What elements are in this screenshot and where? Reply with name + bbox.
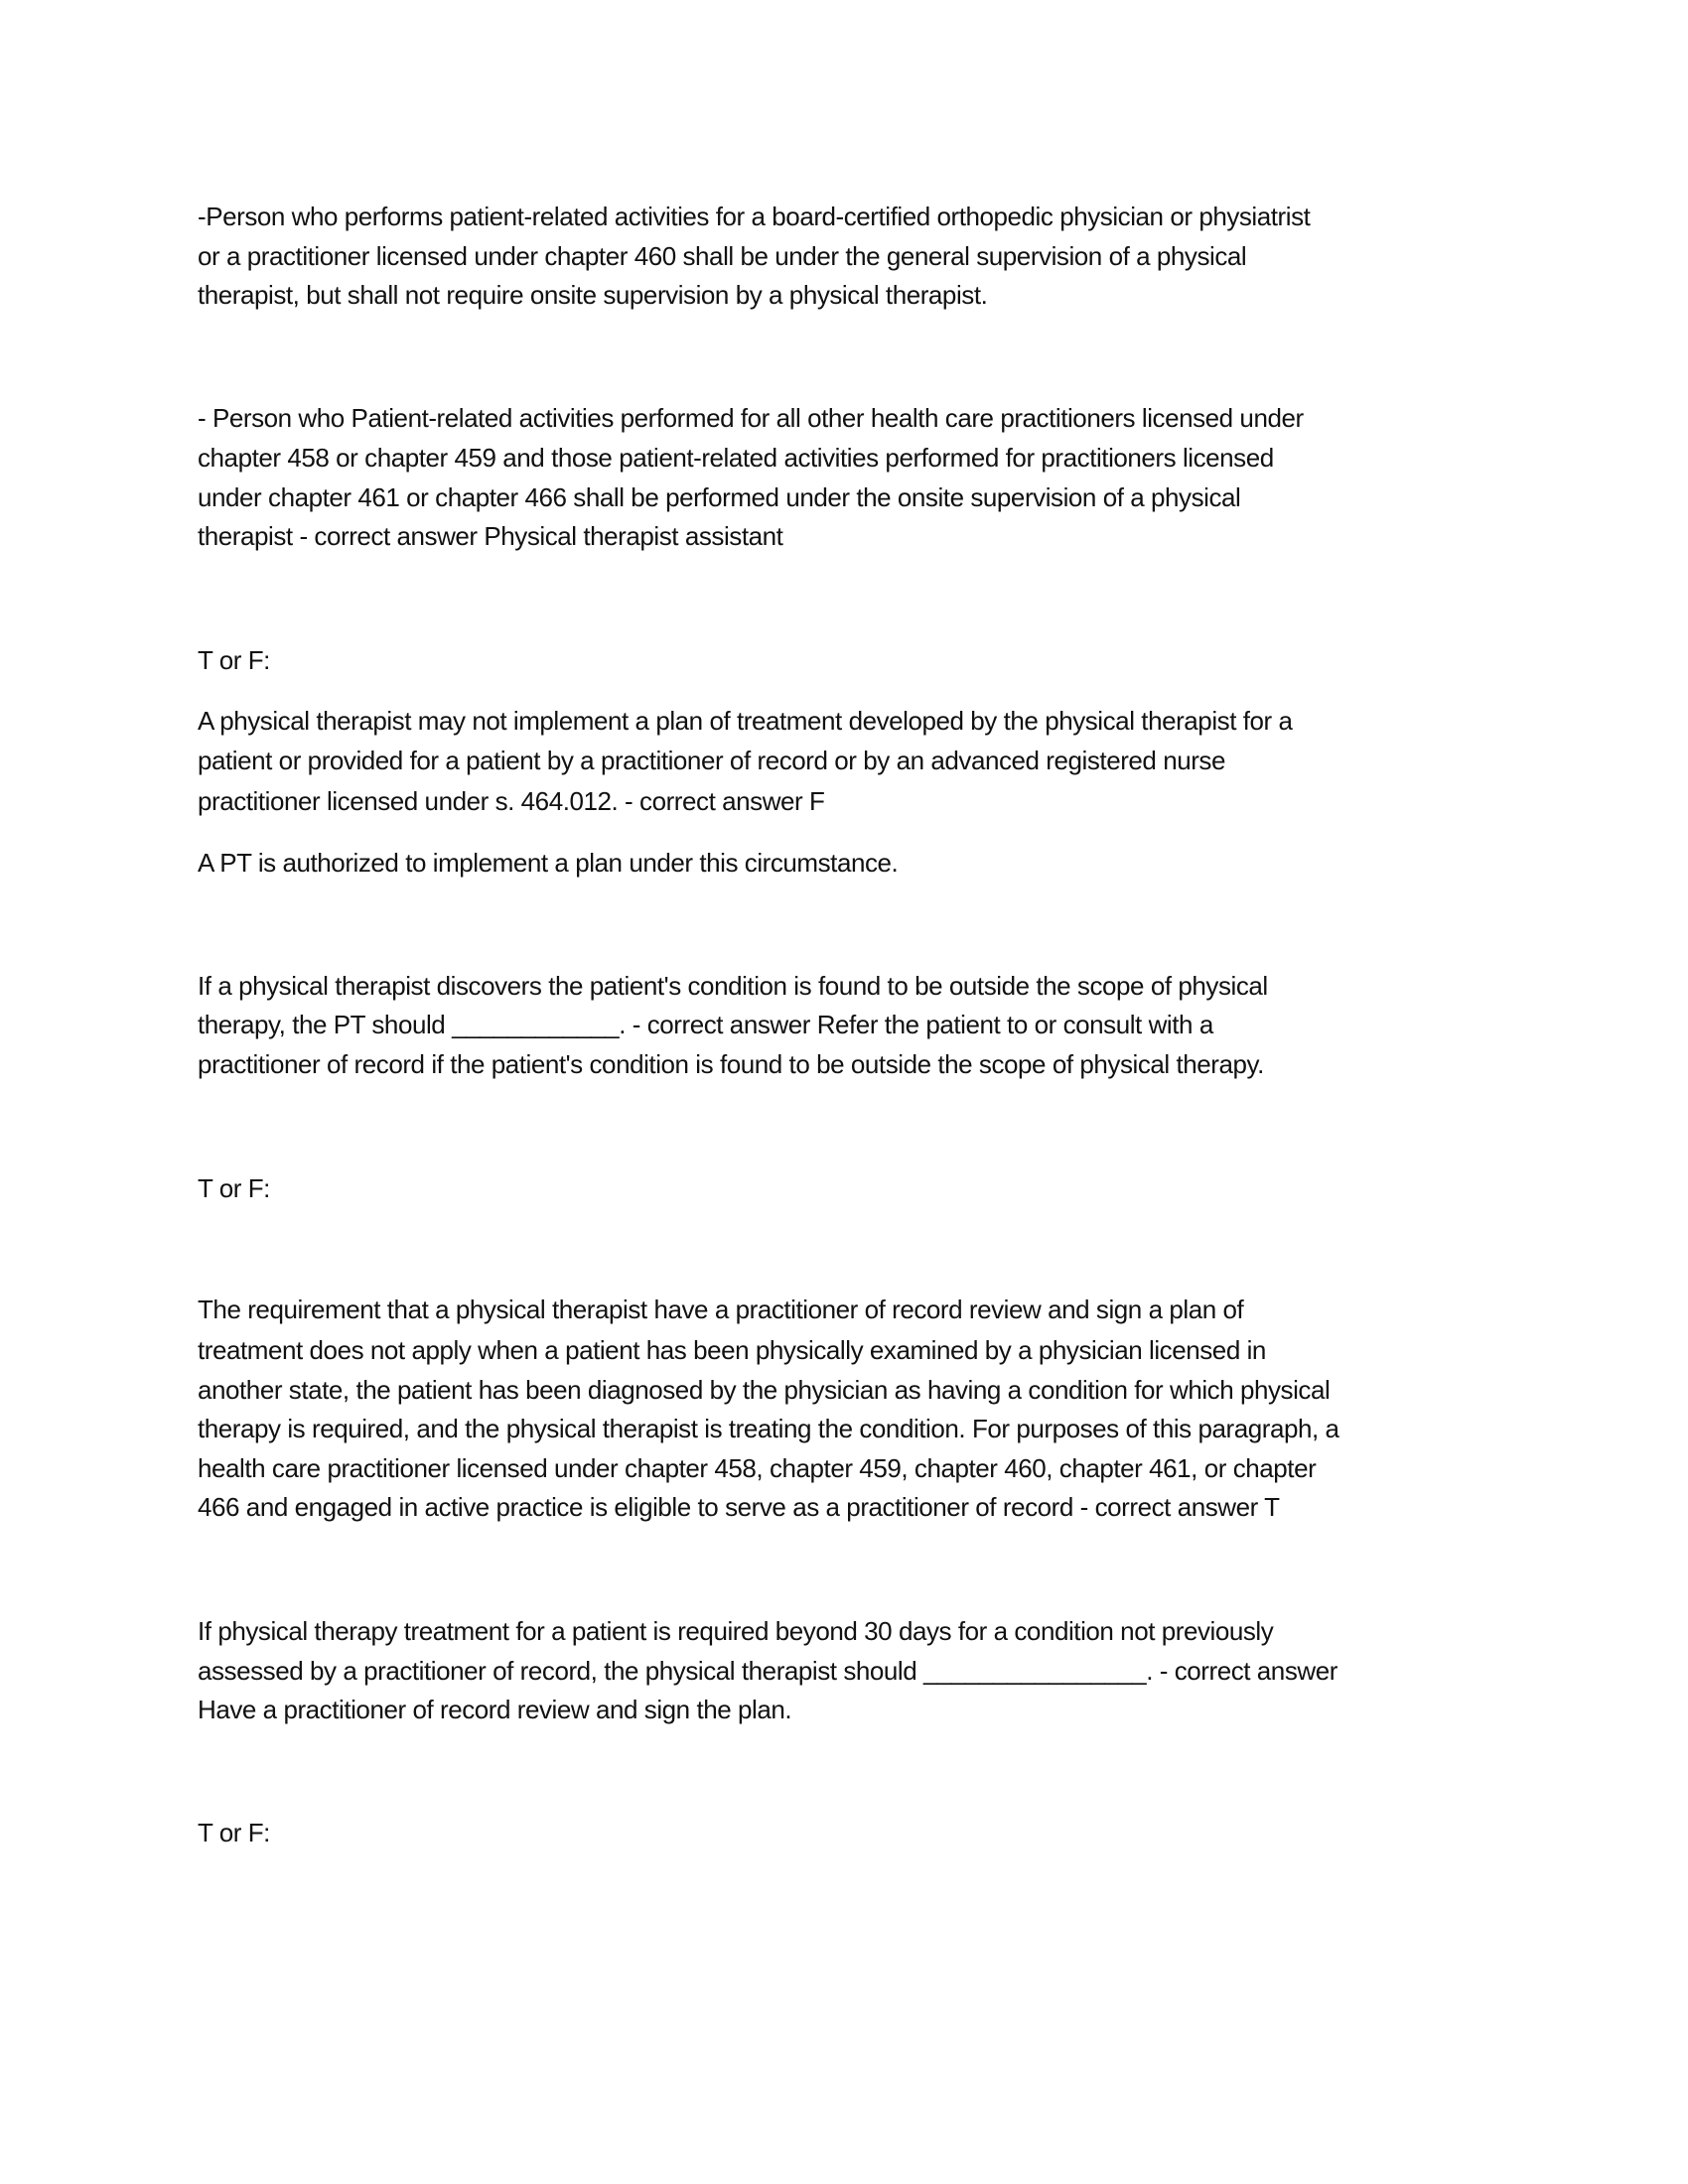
text-line: practitioner of record if the patient's condition is found to be outside the scope of physical therapy. <box>198 1049 1264 1079</box>
text-line: - Person who Patient-related activities performed for all other health care practitioners licensed under <box>198 403 1304 433</box>
text-line: patient or provided for a patient by a practitioner of record or by an advanced registered nurse <box>198 746 1225 775</box>
text-line: under chapter 461 or chapter 466 shall be performed under the onsite supervision of a physical <box>198 482 1241 512</box>
text-line: 466 and engaged in active practice is eligible to serve as a practitioner of record - correct answer T <box>198 1492 1280 1522</box>
text-line: If a physical therapist discovers the patient's condition is found to be outside the scope of physical <box>198 971 1268 1001</box>
question-label: T or F: <box>198 645 270 675</box>
text-line: therapy, the PT should ____________. - correct answer Refer the patient to or consult with a <box>198 1010 1213 1039</box>
text-line: practitioner licensed under s. 464.012. - correct answer F <box>198 786 825 816</box>
text-line: If physical therapy treatment for a patient is required beyond 30 days for a condition not previously <box>198 1616 1274 1646</box>
question-label: T or F: <box>198 1173 270 1203</box>
text-line: therapist, but shall not require onsite supervision by a physical therapist. <box>198 280 988 310</box>
text-line: -Person who performs patient-related activities for a board-certified orthopedic physician or physiatrist <box>198 202 1311 231</box>
text-line: another state, the patient has been diagnosed by the physician as having a condition for which physical <box>198 1375 1331 1405</box>
text-line: assessed by a practitioner of record, the physical therapist should ________________. - correct answer <box>198 1656 1337 1686</box>
text-line: Have a practitioner of record review and sign the plan. <box>198 1695 792 1724</box>
text-line: therapist - correct answer Physical therapist assistant <box>198 521 783 551</box>
text-line: or a practitioner licensed under chapter 460 shall be under the general supervision of a physical <box>198 241 1247 271</box>
question-label: T or F: <box>198 1818 270 1847</box>
text-line: A physical therapist may not implement a plan of treatment developed by the physical therapist for a <box>198 706 1293 736</box>
text-line: treatment does not apply when a patient has been physically examined by a physician licensed in <box>198 1335 1266 1365</box>
text-line: therapy is required, and the physical therapist is treating the condition. For purposes of this paragraph, a <box>198 1414 1339 1443</box>
text-line: health care practitioner licensed under chapter 458, chapter 459, chapter 460, chapter 461, or chapter <box>198 1453 1317 1483</box>
text-line: A PT is authorized to implement a plan under this circumstance. <box>198 848 899 878</box>
text-line: The requirement that a physical therapist have a practitioner of record review and sign a plan of <box>198 1295 1244 1324</box>
text-line: chapter 458 or chapter 459 and those patient-related activities performed for practitioners licensed <box>198 443 1274 473</box>
